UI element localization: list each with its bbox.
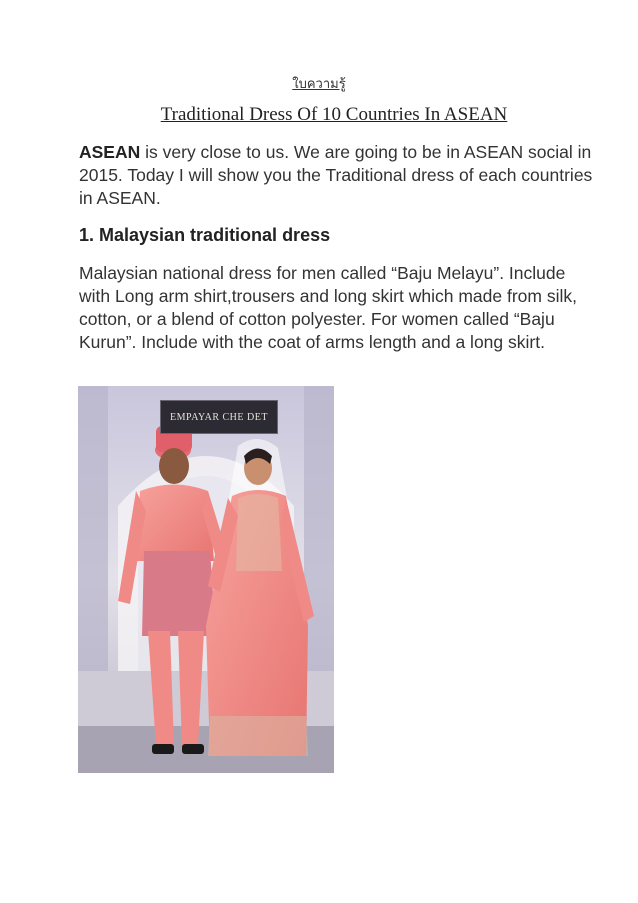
- thai-heading: ใบความรู้: [292, 77, 346, 92]
- intro-paragraph: [79, 141, 599, 210]
- section-heading: 1. Malaysian traditional dress: [79, 225, 331, 245]
- malaysian-dress-photo: [78, 386, 334, 773]
- document-title: Traditional Dress Of 10 Countries In ASEAN: [160, 104, 508, 125]
- photo-sign-text: EMPAYAR CHE DET: [160, 400, 278, 434]
- photo-illustration: [78, 386, 334, 773]
- intro-text: is very close to us. We are going to be in ASEAN social in 2015. Today I will show you the Traditional dress of each countries in ASEAN.: [79, 142, 593, 208]
- section-body: Malaysian national dress for men called “Baju Melayu”. Include with Long arm shirt,trousers and long skirt which made from silk, cotton, or a blend of cotton polyester. For women called “Baju Kurun”. Include with the coat of arms length and a long skirt.: [79, 263, 577, 352]
- intro-lead: ASEAN: [79, 142, 141, 162]
